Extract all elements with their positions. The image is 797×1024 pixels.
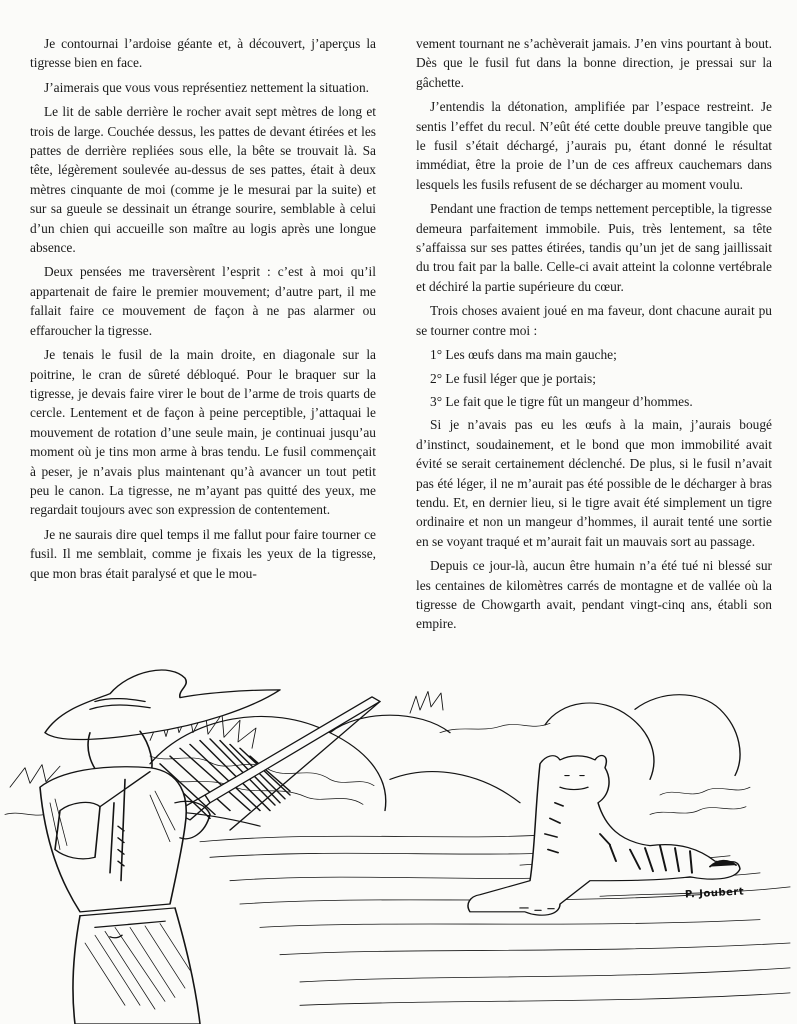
paragraph: Le lit de sable derrière le rocher avait sept mètres de long et trois de large. Couchée dessus, les pattes de devant étirées et les pattes de derrière repliées sous elle, la bête se trouvait là. Sa tête, légèrement soulevée au-dessus de ses pattes, était à deux mètres cinquante de moi (comme je le mesurai par la suite) et sur sa gueule se dessinait un étrange sourire, semblable à celui d’un chien qui accueille son maître au logis après une longue absence. xyxy=(30,104,376,256)
paragraph: Depuis ce jour-là, aucun être humain n’a été tué ni blessé sur les centaines de kilomètres carrés de montagne et de vallée où la tigresse de Chowgarth avait, pendant vingt-cinq ans, établi son empire. xyxy=(416,558,772,632)
paragraph: Je ne saurais dire quel temps il me fallut pour faire tourner ce fusil. Il me semblait, comme je fixais les yeux de la tigresse, que mon bras était paralysé et que le mou- xyxy=(30,526,376,581)
paragraph-continued: vement tournant ne s’achèverait jamais. J’en vins pourtant à bout. Dès que le fusil fut dans la bonne direction, je pressai sur la gâchette. xyxy=(416,36,772,90)
paragraph: Deux pensées me traversèrent l’esprit : c’est à moi qu’il appartenait de faire le premier mouvement; d’autre part, il me fallait faire ce mouvement de façon à ne pas alarmer ou effaroucher la tigresse. xyxy=(30,264,376,338)
artist-signature: P. Joubert xyxy=(684,886,745,901)
list-item: 2° Le fusil léger que je portais; xyxy=(430,370,596,386)
illustration xyxy=(0,647,797,1024)
left-column xyxy=(30,34,376,588)
paragraph: Trois choses avaient joué en ma faveur, dont chacune aurait pu se tourner contre moi : xyxy=(416,303,772,338)
list-item: 3° Le fait que le tigre fût un mangeur d’hommes. xyxy=(430,393,693,409)
paragraph: Pendant une fraction de temps nettement perceptible, la tigresse demeura parfaitement immobile. Puis, très lentement, sa tête s’affaissa sur ses pattes étirées, tandis qu’un jet de sang jaillissait du trou fait par la balle. Celle-ci avait atteint la colonne vertébrale et déchiré la partie supérieure du cœur. xyxy=(416,201,772,294)
paragraph: Je contournai l’ardoise géante et, à découvert, j’aperçus la tigresse bien en face. xyxy=(30,36,376,71)
paragraph: Si je n’avais pas eu les œufs à la main, j’aurais bougé d’instinct, soudainement, et le bond que mon immobilité avait évité se serait certainement déclenché. De plus, si le fusil n’avait pas été léger, il ne m’aurait pas été possible de le décharger à bras tendu. Et, en dernier lieu, si le tigre avait été simplement un tigre ordinaire et non un mangeur d’hommes, il aurait tenté une sortie en se voyant traqué et m’aurait fait un mauvais sort au passage. xyxy=(416,417,772,549)
paragraph: Je tenais le fusil de la main droite, en diagonale sur la poitrine, le cran de sûreté débloqué. Pour le braquer sur la tigresse, je devais faire virer le bout de l’arme de trois quarts de cercle. Lentement et de façon à peine perceptible, j’attaquai le mouvement de rotation d’une seule main, je continuai jusqu’au moment où je tins mon arme à bras tendu. Le fusil commençait à peser, je n’avais plus maintenant qu’à avancer un tout petit peu le canon. La tigresse, ne m’ayant pas quitté des yeux, me regardait toujours avec son expression de contentement. xyxy=(30,347,376,518)
list-item: 1° Les œufs dans ma main gauche; xyxy=(430,347,617,363)
paragraph: J’entendis la détonation, amplifiée par l’espace restreint. Je sentis l’effet du recul. N’eût été cette double preuve tangible que le fusil s’était déchargé, j’aurais pu, étant donné le résultat immédiat, être la proie de l’un de ces affreux cauchemars dans lesquels les fusils refusent de se décharger au moment voulu. xyxy=(416,99,772,192)
paragraph: J’aimerais que vous vous représentiez nettement la situation. xyxy=(44,79,369,95)
hunter xyxy=(40,670,280,1024)
right-column xyxy=(416,34,772,639)
